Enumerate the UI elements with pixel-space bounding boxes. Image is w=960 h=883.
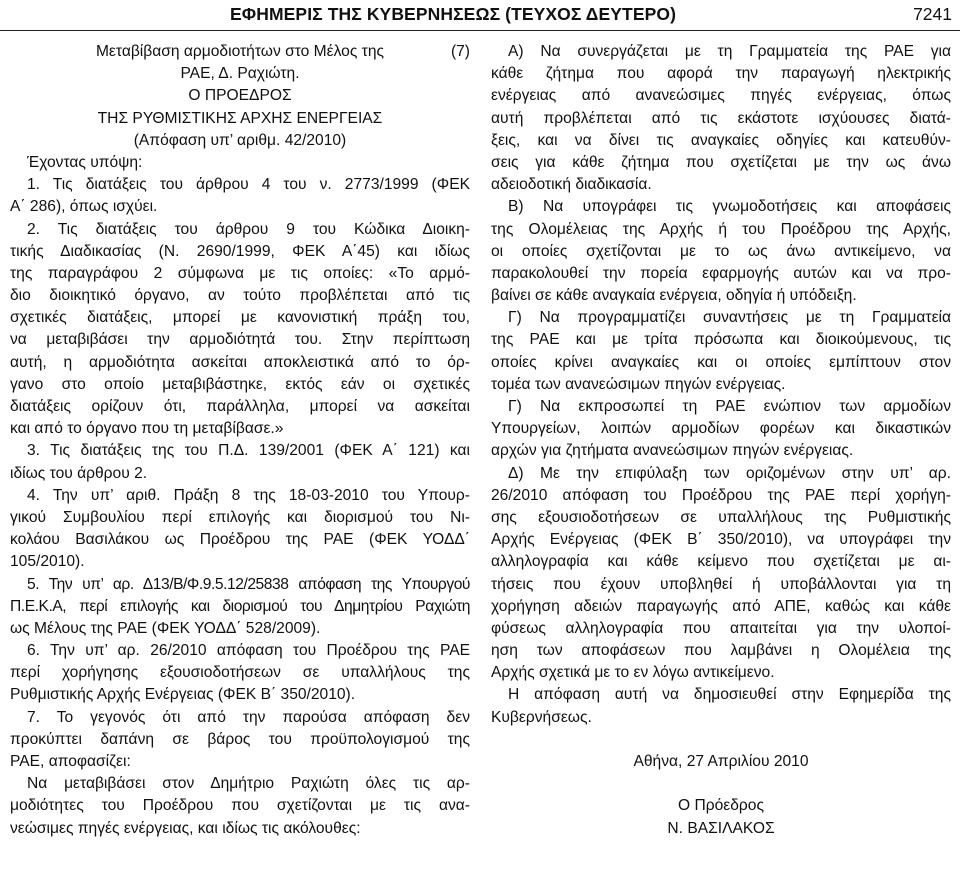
right-text-line: Υπουργείων, λοιπών αρμοδίων φορέων και δικαστικών (491, 420, 951, 438)
left-text-line: γικού Συμβουλίου περί επιλογής και διορισμού του Νι- (10, 508, 470, 526)
right-text-line: της ΡΑΕ και με τρίτα πρόσωπα και διοικούμενους, τις (491, 331, 951, 349)
left-text-line: ιδίως του άρθρου 2. (10, 464, 148, 482)
left-text-line: 4. Την υπ’ αριθ. Πράξη 8 της 18-03-2010 του Υπουρ- (27, 486, 470, 504)
left-text-line: ΤΗΣ ΡΥΘΜΙΣΤΙΚΗΣ ΑΡΧΗΣ ΕΝΕΡΓΕΙΑΣ (97, 109, 383, 127)
right-column-text (491, 41, 951, 729)
signature-name: Ν. ΒΑΣΙΛΑΚΟΣ (667, 819, 775, 837)
left-text-line: και από το όργανο που τη μεταβίβασε.» (10, 420, 284, 438)
right-text-line: Γ) Να προγραμματίζει συναντήσεις με τη Γραμματεία (508, 309, 951, 327)
right-text-line: οποίες κρίνει αναγκαίες και οι οποίες εμπίπτουν στον (491, 353, 951, 371)
left-text-line: 7. Το γεγονός ότι από την παρούσα απόφαση δεν (27, 708, 470, 726)
left-text-line: Να μεταβιβάσει στον Δημήτριο Ραχιώτη όλες τις αρ- (27, 775, 470, 793)
left-text-line: διατάξεις ορίζουν ότι, παράλληλα, μπορεί να ασκείται (10, 398, 470, 415)
gazette-title: ΕΦΗΜΕΡΙΣ ΤΗΣ ΚΥΒΕΡΝΗΣΕΩΣ (ΤΕΥΧΟΣ ΔΕΥΤΕΡΟ) (230, 4, 677, 24)
right-text-line: Κυβερνήσεως. (491, 708, 592, 726)
right-text-line: Δ) Με την επιφύλαξη των οριζομένων στην υπ’ αρ. (508, 464, 951, 482)
left-text-line: 6. Την υπ’ αρ. 26/2010 απόφαση του Προέδρου της ΡΑΕ (27, 642, 470, 660)
left-text-line: 1. Τις διατάξεις του άρθρου 4 του ν. 2773/1999 (ΦΕΚ (27, 176, 470, 194)
left-text-line: μοδιότητες του Προέδρου που σχετίζονται με τις ανα- (10, 797, 470, 815)
right-text-line: αλληλογραφία και κάθε κείμενο που σχετίζεται με αι- (491, 553, 951, 571)
right-text-line: Η απόφαση αυτή να δημοσιευθεί στην Εφημερίδα της (508, 686, 951, 704)
left-text-line: διο διοικητικό όργανο, αν τούτο προβλέπεται από τις (10, 287, 470, 305)
left-text-line: περί χορήγησης εξουσιοδοτήσεων σε υπαλλήλους της (10, 664, 470, 682)
left-text-line: Ρυθμιστικής Αρχής Ενέργειας (ΦΕΚ Β΄ 350/2010). (10, 686, 356, 704)
signature-block (491, 729, 951, 840)
left-text-line: ως Μέλους της ΡΑΕ (ΦΕΚ ΥΟΔΔ΄ 528/2009). (10, 619, 321, 637)
left-text-line: γανο στο οποίο μεταβιβάστηκε, εκτός εάν οι σχετικές (10, 375, 470, 393)
right-text-line: Αρχής Ενέργειας (ΦΕΚ Β΄ 350/2010), να υπογράφει την (491, 531, 951, 549)
right-text-line: αδειοδοτική διαδικασία. (491, 176, 652, 194)
signature-spacer (491, 773, 951, 795)
right-text-line: τομέα των ανανεώσιμων πηγών ενέργειας. (491, 375, 786, 393)
right-text-line: χορήγηση αδειών παραγωγής από ΑΠΕ, καθώς και κάθε (491, 597, 951, 615)
left-text-line: αυτή, η αρμοδιότητα ασκείται αποκλειστικά από το όρ- (10, 353, 470, 371)
left-column (10, 41, 470, 840)
left-text-line: να μεταβιβάσει την αρμοδιότητά του. Στην περίπτωση (10, 331, 470, 349)
signature-role: Ο Πρόεδρος (678, 797, 764, 815)
left-text-line: 5. Την υπ’ αρ. Δ13/Β/Φ.9.5.12/25838 απόφαση της Υπουργού (27, 575, 470, 593)
left-text-line: τικής Διαδικασίας (Ν. 2690/1999, ΦΕΚ Α΄45) και ιδίως (10, 242, 470, 260)
page-number: 7241 (913, 4, 952, 24)
left-text-line: Π.Ε.Κ.Α, περί επιλογής και διορισμού του Δημητρίου Ραχιώτη (10, 597, 470, 615)
left-text-line: Έχοντας υπόψη: (27, 153, 143, 171)
right-text-line: 26/2010 απόφαση του Προέδρου της ΡΑΕ περί χορήγη- (491, 486, 951, 504)
left-text-line: 105/2010). (10, 553, 85, 571)
right-text-line: ξεις, και να δίνει τις αναγκαίες οδηγίες και κατευθύν- (491, 131, 951, 149)
right-text-line: αρχών για ζητήματα ανανεώσιμων πηγών ενέργειας. (491, 442, 854, 460)
left-text-line: 2. Τις διατάξεις του άρθρου 9 του Κώδικα Διοικη- (27, 220, 470, 238)
left-text-line: ΡΑΕ, Δ. Ραχιώτη. (180, 65, 300, 83)
right-text-line: Β) Να υπογράφει τις γνωμοδοτήσεις και αποφάσεις (508, 198, 951, 216)
right-text-line: της Ολομέλειας της Αρχής ή του Προέδρου της Αρχής, (491, 220, 951, 238)
signature-spacer (491, 729, 951, 751)
right-text-line: αυτή προβλέπεται από τις εκάστοτε ισχύουσες διατά- (491, 109, 951, 127)
left-column-text (10, 41, 470, 840)
left-text-line: (Απόφαση υπ’ αριθμ. 42/2010) (133, 131, 347, 149)
left-text-line: Ο ΠΡΟΕΔΡΟΣ (188, 87, 292, 105)
left-text-line: της παραγράφου 2 σύμφωνα με τις οποίες: «Το αρμό- (10, 264, 470, 282)
left-text-line: προκύπτει δαπάνη σε βάρος του προϋπολογισμού της (10, 730, 470, 748)
right-text-line: σης εξουσιοδοτήσεων σε υπαλλήλους της Ρυθμιστικής (491, 508, 951, 526)
left-text-line: κολάου Βασιλάκου ως Προέδρου της ΡΑΕ (ΦΕΚ ΥΟΔΔ΄ (10, 531, 470, 549)
left-text-line: Α΄ 286), όπως ισχύει. (10, 198, 158, 216)
page-header (0, 0, 960, 31)
left-text-line: ΡΑΕ, αποφασίζει: (10, 753, 131, 770)
left-text-line: νεώσιμες πηγές ενέργειας, και ιδίως τις ακόλουθες: (10, 819, 361, 837)
decision-marker: (7) (450, 43, 470, 60)
left-text-line: σχετικές διατάξεις, μπορεί με κανονιστική πράξη του, (10, 309, 470, 327)
right-column (491, 41, 951, 840)
right-text-line: Γ) Να εκπροσωπεί τη ΡΑΕ ενώπιον των αρμοδίων (508, 398, 951, 415)
left-text-line: 3. Τις διατάξεις της του Π.Δ. 139/2001 (ΦΕΚ Α΄ 121) και (27, 442, 470, 460)
right-text-line: ηση των αποφάσεων που λαμβάνει η Ολομέλεια της (491, 642, 951, 660)
right-text-line: βαίνει σε κάθε αναγκαία ενέργεια, οδηγία ή υπόδειξη. (491, 287, 857, 305)
right-text-line: Α) Να συνεργάζεται με τη Γραμματεία της ΡΑΕ για (508, 43, 951, 60)
right-text-line: οι οποίες σχετίζονται με το ως άνω αντικείμενο, να (491, 242, 951, 260)
right-text-line: σεις για κάθε ζήτημα που σχετίζεται με την ως άνω (491, 153, 951, 171)
right-text-line: κάθε ζήτημα που αφορά την παραγωγή ηλεκτρικής (491, 65, 951, 83)
right-text-line: φύσεως αλληλογραφία που απαιτείται για την υλοποί- (491, 619, 951, 637)
right-text-line: παρακολουθεί την πορεία εφαρμογής αυτών και να προ- (491, 264, 951, 282)
right-text-line: ενέργειας από ανανεώσιμες πηγές ενέργειας, όπως (491, 87, 951, 105)
right-text-line: τήσεις που έχουν υποβληθεί ή υποβάλλονται για τη (491, 575, 951, 593)
signature-place-date: Αθήνα, 27 Απριλίου 2010 (633, 753, 809, 770)
left-text-line: Μεταβίβαση αρμοδιοτήτων στο Μέλος της (95, 43, 385, 60)
right-text-line: Αρχής σχετικά με το εν λόγω αντικείμενο. (491, 664, 775, 682)
